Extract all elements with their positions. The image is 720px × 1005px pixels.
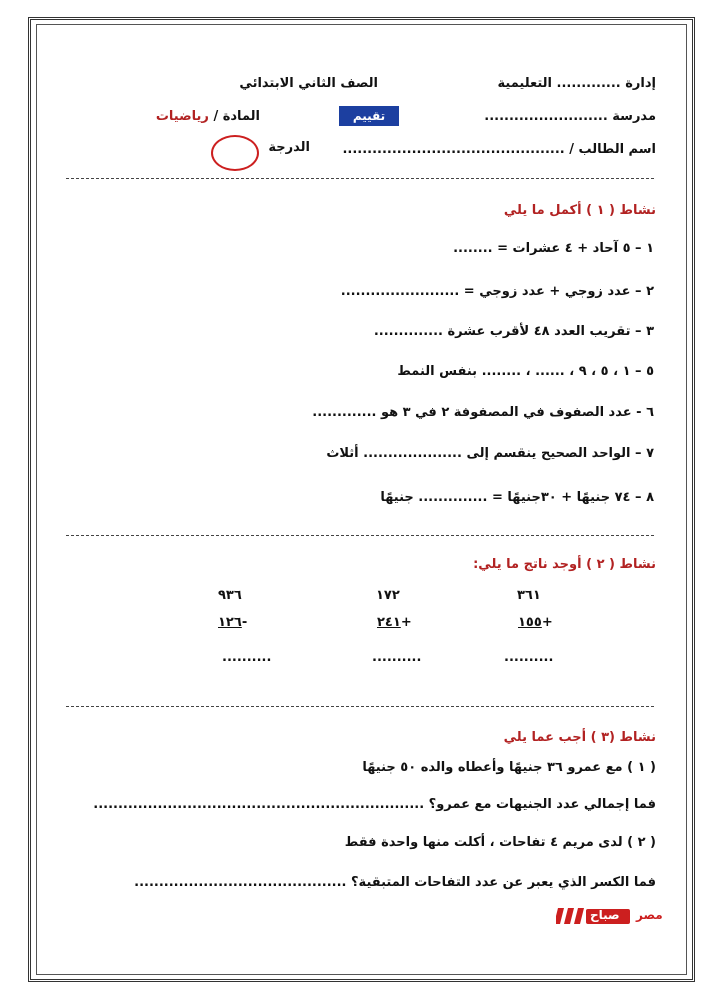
problem-top-number: ٩٣٦ xyxy=(218,588,242,603)
activity1-item: ٦ - عدد الصفوف في المصفوفة ٢ في ٣ هو ............. xyxy=(312,405,654,420)
activity1-item: ٢ – عدد زوجي + عدد زوجي = ........................ xyxy=(340,284,654,299)
problem-operator: - xyxy=(241,615,248,630)
activity3-question-1-ask: فما إجمالي عدد الجنيهات مع عمرو؟ ................................................................... xyxy=(93,797,656,812)
admin-line: إدارة ............. التعليمية xyxy=(497,76,656,91)
activity3-question-2-ask: فما الكسر الذي يعبر عن عدد التفاحات المتبقية؟ ........................................... xyxy=(134,875,656,890)
activity1-item: ٥ – ١ ، ٥ ، ٩ ، ...... ، ........ بنفس النمط xyxy=(397,364,654,379)
score-circle xyxy=(211,135,259,171)
problem-bottom-number xyxy=(518,615,553,630)
activity3-question-1: ( ١ ) مع عمرو ٣٦ جنيهًا وأعطاه والده ٥٠ جنيهًا xyxy=(362,760,656,775)
score-label: الدرجة xyxy=(268,140,310,155)
activity3-question-2: ( ٢ ) لدى مريم ٤ تفاحات ، أكلت منها واحدة فقط xyxy=(344,835,656,850)
activity1-item: ٨ – ٧٤ جنيهًا + ٣٠جنيهًا = .............. جنيهًا xyxy=(380,490,654,505)
problem-bottom-number xyxy=(218,615,247,630)
problem-top-number: ١٧٢ xyxy=(376,588,400,603)
student-name-line: اسم الطالب / ............................................. xyxy=(342,142,656,157)
problem-operator: + xyxy=(400,615,412,630)
problem-top-number: ٣٦١ xyxy=(517,588,541,603)
problem-result-blank: .......... xyxy=(372,650,422,665)
problem-operator: + xyxy=(541,615,553,630)
logo-text-main: صباح xyxy=(590,908,620,922)
activity1-item: ٣ – تقريب العدد ٤٨ لأقرب عشرة .............. xyxy=(373,324,654,339)
assessment-badge: تقييم مبدئي xyxy=(339,106,399,126)
subject-field xyxy=(156,109,260,125)
activity3-title: نشاط (٣ ) أجب عما يلي xyxy=(503,730,656,745)
problem-bottom-value: ٢٤١ xyxy=(377,615,401,630)
divider xyxy=(66,535,654,536)
problem-bottom-value: ١٥٥ xyxy=(518,615,542,630)
problem-result-blank: .......... xyxy=(504,650,554,665)
divider xyxy=(66,706,654,707)
school-line: مدرسة ......................... xyxy=(484,109,656,124)
activity1-item: ٧ – الواحد الصحيح ينقسم إلى .................... أثلاث xyxy=(326,446,654,461)
grade-line: الصف الثاني الابتدائي xyxy=(239,76,378,91)
logo-text-sub: مصر xyxy=(636,908,663,922)
divider xyxy=(66,178,654,179)
activity2-title: نشاط ( ٢ ) أوجد ناتج ما يلي: xyxy=(473,557,656,572)
subject-label: المادة / xyxy=(213,109,260,124)
activity1-item: ١ – ٥ آحاد + ٤ عشرات = ........ xyxy=(453,241,654,256)
problem-bottom-value: ١٢٦ xyxy=(218,615,242,630)
problem-result-blank: .......... xyxy=(222,650,272,665)
site-logo xyxy=(556,906,666,926)
subject-value: رياضيات xyxy=(155,109,209,124)
activity1-title: نشاط ( ١ ) أكمل ما يلي xyxy=(503,203,656,218)
problem-bottom-number xyxy=(377,615,412,630)
